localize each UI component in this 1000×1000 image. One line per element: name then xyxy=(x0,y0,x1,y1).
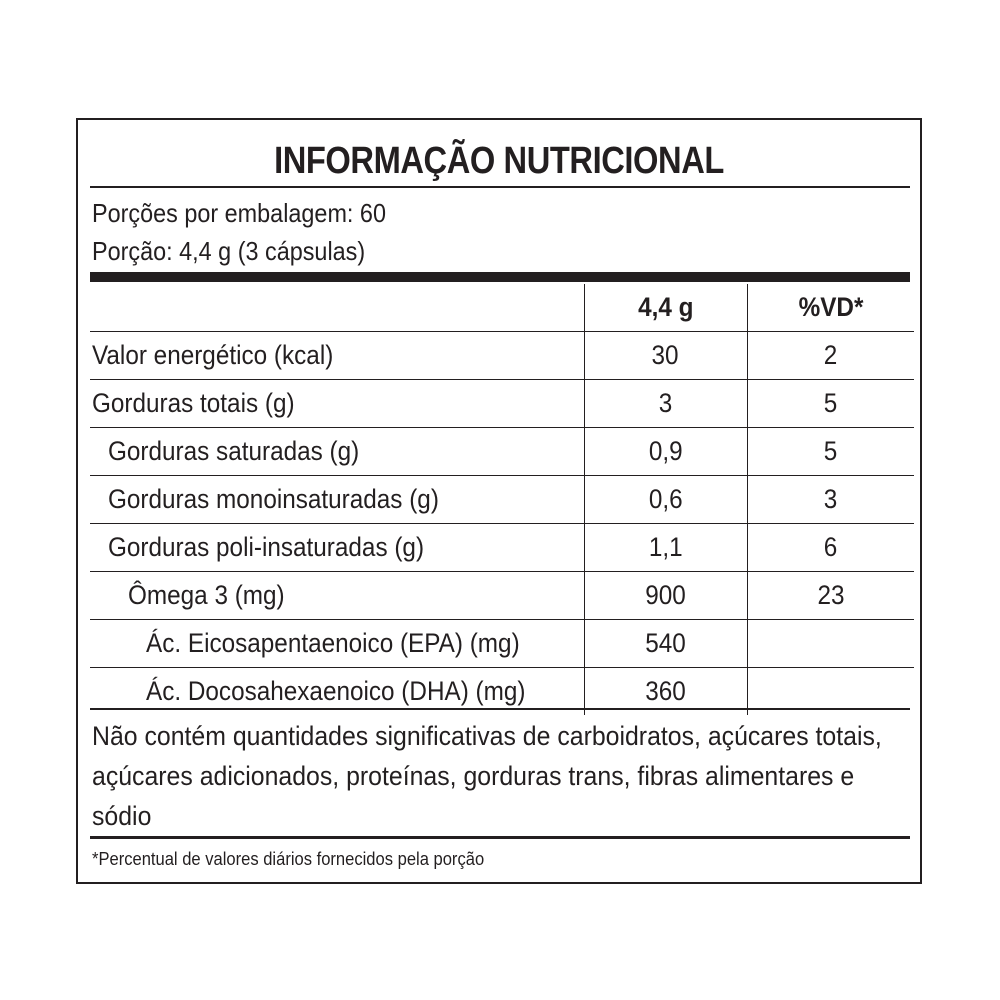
nutrient-label: Ômega 3 (mg) xyxy=(128,580,285,610)
nutrient-amount: 3 xyxy=(658,388,673,418)
nutrient-amount: 540 xyxy=(645,628,686,658)
divider-thick xyxy=(90,272,910,282)
divider-medium xyxy=(90,836,910,839)
table-row xyxy=(90,524,914,572)
table-header-row xyxy=(90,284,914,332)
nutrient-daily-value: 5 xyxy=(823,436,838,466)
nutrient-label: Gorduras saturadas (g) xyxy=(108,436,360,466)
header-cell-nutrient xyxy=(90,284,584,332)
divider-thin xyxy=(90,708,910,710)
divider-thin xyxy=(90,186,910,188)
nutrient-label: Gorduras monoinsaturadas (g) xyxy=(108,484,439,514)
table-row xyxy=(90,428,914,476)
table-row xyxy=(90,620,914,668)
nutrient-amount: 0,6 xyxy=(648,484,683,514)
not-significant-note: Não contém quantidades significativas de carboidratos, açúcares totais, açúcares adicionados, proteínas, gorduras trans, fibras alimentares e sódio xyxy=(92,721,882,831)
nutrient-amount: 1,1 xyxy=(648,532,683,562)
table-row xyxy=(90,476,914,524)
serving-size: Porção: 4,4 g (3 cápsulas) xyxy=(92,236,366,266)
table-row xyxy=(90,332,914,380)
servings-per-package: Porções por embalagem: 60 xyxy=(92,198,386,228)
nutrition-table xyxy=(90,284,914,715)
nutrient-amount: 0,9 xyxy=(648,436,683,466)
nutrient-label: Gorduras totais (g) xyxy=(92,388,295,418)
table-row xyxy=(90,380,914,428)
nutrient-daily-value: 3 xyxy=(823,484,838,514)
nutrition-facts-panel xyxy=(76,118,922,884)
nutrient-label: Ác. Docosahexaenoico (DHA) (mg) xyxy=(146,676,526,706)
nutrient-label: Ác. Eicosapentaenoico (EPA) (mg) xyxy=(146,628,520,658)
nutrient-daily-value: 5 xyxy=(823,388,838,418)
footnote: *Percentual de valores diários fornecidos pela porção xyxy=(92,849,485,869)
table-row xyxy=(90,572,914,620)
header-cell-daily-value: %VD* xyxy=(798,292,864,322)
nutrient-daily-value: 2 xyxy=(823,340,838,370)
nutrient-label: Valor energético (kcal) xyxy=(92,340,334,370)
nutrient-label: Gorduras poli-insaturadas (g) xyxy=(108,532,425,562)
nutrient-amount: 30 xyxy=(651,340,680,370)
nutrient-daily-value: 6 xyxy=(823,532,838,562)
nutrient-amount: 900 xyxy=(645,580,686,610)
nutrient-daily-value: 23 xyxy=(817,580,845,610)
nutrient-amount: 360 xyxy=(645,676,686,706)
header-cell-amount: 4,4 g xyxy=(584,284,747,332)
panel-title: INFORMAÇÃO NUTRICIONAL xyxy=(274,140,724,182)
